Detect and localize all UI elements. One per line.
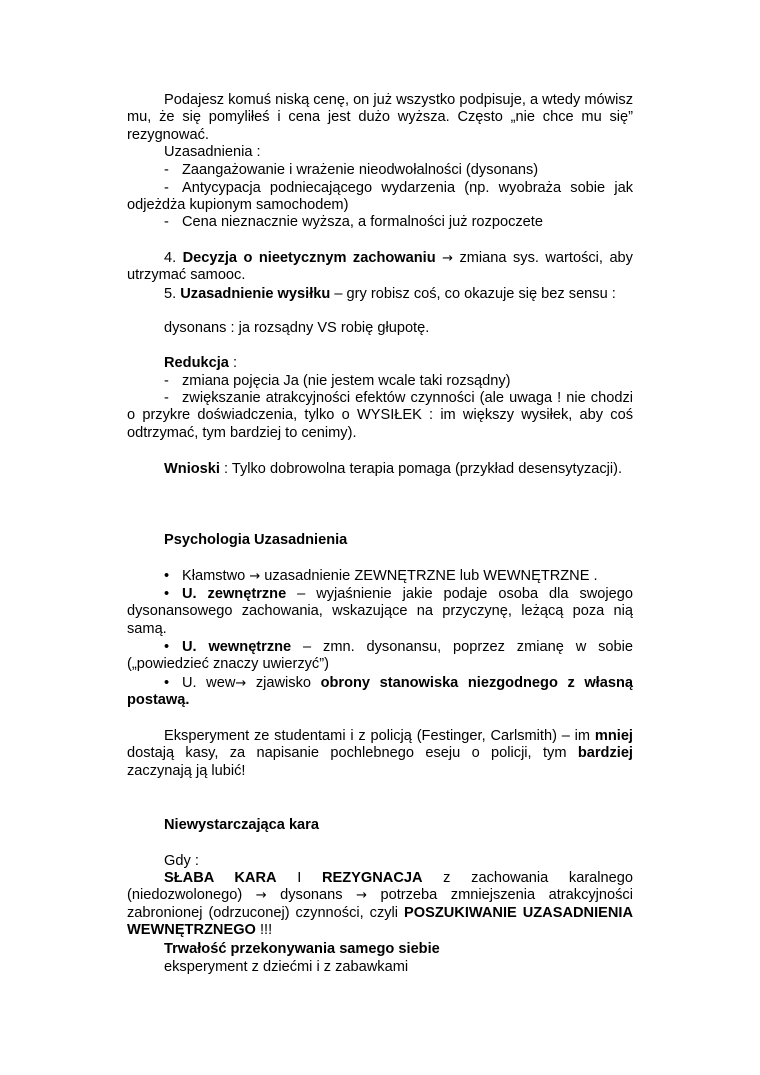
dash-marker: - bbox=[164, 180, 169, 196]
psychologia-heading: Psychologia Uzasadnienia bbox=[164, 532, 348, 548]
gdy-label: Gdy : bbox=[164, 853, 199, 869]
bullet-icon: • bbox=[164, 586, 170, 602]
arrow-icon: → bbox=[442, 251, 453, 266]
dash-marker: - bbox=[164, 373, 169, 389]
list-item: • U. wewnętrzne – zmn. dysonansu, poprzez zmianę w sobie („powiedzieć znaczy uwierzyć”) bbox=[127, 639, 633, 673]
wnioski-paragraph: Wnioski : Tylko dobrowolna terapia pomaga (przykład desensytyzacji). bbox=[164, 461, 623, 477]
list-item: • Kłamstwo → uzasadnienie ZEWNĘTRZNE lub WEWNĘTRZNE . bbox=[164, 568, 598, 584]
list-item: - zmiana pojęcia Ja (nie jestem wcale taki rozsądny) bbox=[164, 373, 511, 389]
item-4-paragraph: 4. Decyzja o nieetycznym zachowaniu → zmiana sys. wartości, aby utrzymać samooc. bbox=[127, 250, 633, 284]
arrow-icon: → bbox=[356, 888, 367, 904]
list-item: - Antycypacja podniecającego wydarzenia (np. wyobraża sobie jak odjeżdża kupionym samochodem) bbox=[127, 180, 633, 214]
list-item: - zwiększanie atrakcyjności efektów czynności (ale uwaga ! nie chodzi o przykre doświadczenia, tylko o WYSIŁEK : im większy wysiłek, aby coś odtrzymać, tym bardziej to cenimy). bbox=[127, 390, 633, 441]
intro-paragraph: Podajesz komuś niską cenę, on już wszystko podpisuje, a wtedy mówisz mu, że się pomyliłeś i cena jest dużo wyższa. Często „nie chce mu się” rezygnować. bbox=[127, 92, 633, 143]
item-5-paragraph: 5. Uzasadnienie wysiłku – gry robisz coś, co okazuje się bez sensu : bbox=[164, 286, 616, 302]
dash-marker: - bbox=[164, 162, 169, 178]
dash-marker: - bbox=[164, 390, 169, 406]
eksperyment-paragraph: Eksperyment ze studentami i z policją (Festinger, Carlsmith) – im mniej dostają kasy, za napisanie pochlebnego eseju o policji, tym bardziej zaczynają ją lubić! bbox=[127, 728, 633, 779]
eksperyment-dzieci-line: eksperyment z dziećmi i z zabawkami bbox=[164, 959, 409, 975]
dysonans-line: dysonans : ja rozsądny VS robię głupotę. bbox=[164, 320, 430, 336]
arrow-icon: → bbox=[235, 676, 247, 691]
gdy-paragraph: SŁABA KARA I REZYGNACJA z zachowania karalnego (niedozwolonego) → dysonans → potrzeba zmniejszenia atrakcyjności zabronionej (odrzuconej) czynności, czyli POSZUKIWANIE UZASADNIENIA WEWNĘTRZNEGO !!! bbox=[127, 870, 633, 939]
redukcja-heading: Redukcja : bbox=[164, 355, 237, 371]
arrow-icon: → bbox=[249, 569, 261, 584]
list-item: - Zaangażowanie i wrażenie nieodwołalności (dysonans) bbox=[164, 162, 539, 178]
bullet-icon: • bbox=[164, 639, 170, 655]
trwalosc-heading: Trwałość przekonywania samego siebie bbox=[164, 941, 440, 957]
niewystarczajaca-kara-heading: Niewystarczająca kara bbox=[164, 817, 319, 833]
list-item: • U. zewnętrzne – wyjaśnienie jakie podaje osoba dla swojego dysonansowego zachowania, wskazujące na przyczynę, leżącą poza nią samą. bbox=[127, 586, 633, 637]
bullet-icon: • bbox=[164, 568, 170, 584]
bullet-icon: • bbox=[164, 675, 170, 691]
arrow-icon: → bbox=[255, 888, 267, 904]
list-item: - Cena nieznacznie wyższa, a formalności już rozpoczete bbox=[164, 214, 543, 230]
list-item: • U. wew→ zjawisko obrony stanowiska niezgodnego z własną postawą. bbox=[127, 675, 633, 709]
dash-marker: - bbox=[164, 214, 169, 230]
uzasadnienia-label: Uzasadnienia : bbox=[164, 144, 261, 160]
